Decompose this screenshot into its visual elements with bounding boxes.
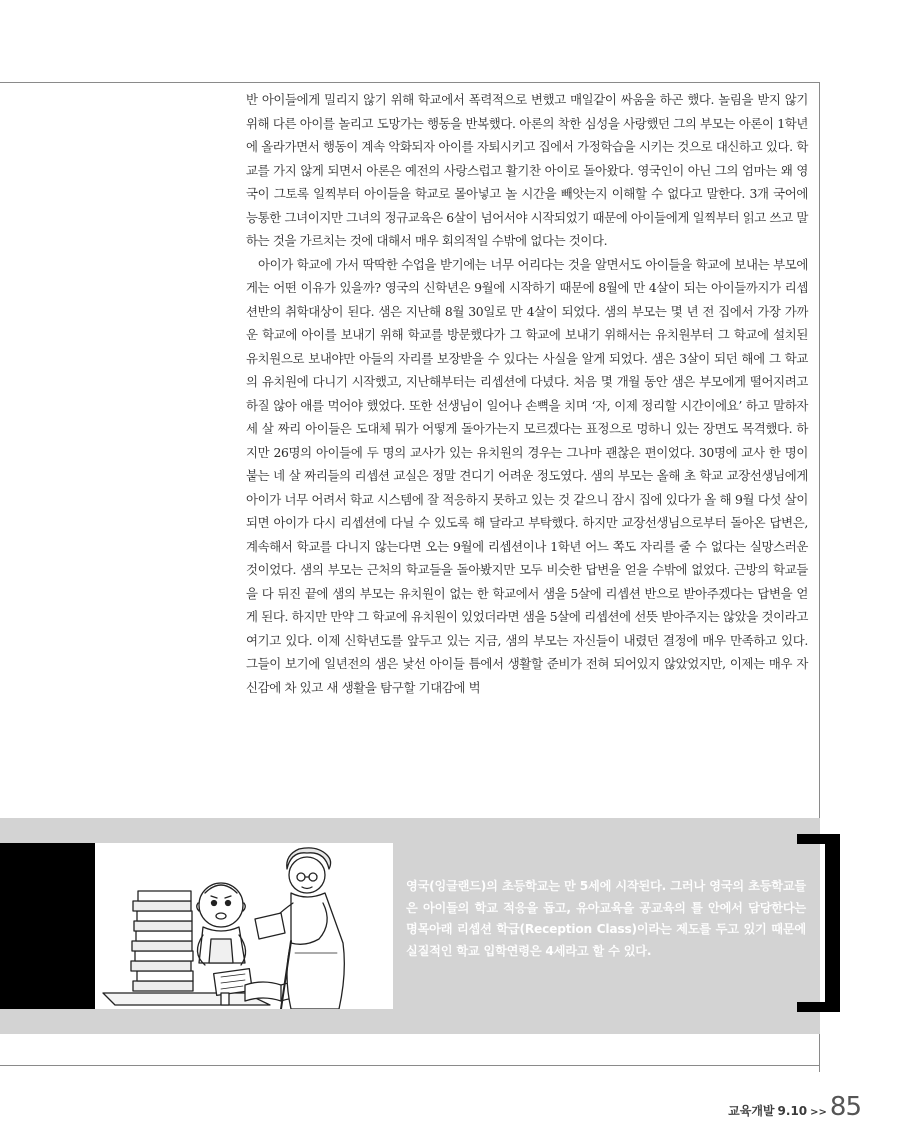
footer-magazine-name: 교육개발 (728, 1104, 775, 1118)
footer-arrows: >> (810, 1107, 827, 1118)
sidebar-black-block (0, 843, 95, 1009)
closing-bracket-icon (797, 834, 840, 1012)
frame-top-rule (0, 82, 820, 83)
teacher-and-child-with-books-illustration (95, 843, 393, 1009)
frame-bottom-rule (0, 1065, 820, 1066)
sidebar-note-text: 영국(잉글랜드)의 초등학교는 만 5세에 시작된다. 그러나 영국의 초등학교들은 아이들의 학교 적응을 돕고, 유아교육을 공교육의 틀 안에서 담당한다는 명목아래 리셉션 학급(Reception Class)이라는 제도를 두고 있기 때문에 실질적인 학교 입학연령은 4세라고 할 수 있다. (406, 879, 806, 958)
page-footer (728, 1092, 861, 1122)
illustration-drawing (95, 843, 393, 1009)
footer-issue: 9.10 (777, 1104, 808, 1118)
body-paragraph-1: 반 아이들에게 밀리지 않기 위해 학교에서 폭력적으로 변했고 매일같이 싸움을 하곤 했다. 놀림을 받지 않기 위해 다른 아이를 놀리고 도망가는 행동을 반복했다. 아론의 착한 심성을 사랑했던 그의 부모는 아론이 1학년에 올라가면서 행동이 계속 악화되자 아이를 자퇴시키고 집에서 가정학습을 시키는 것으로 대신하고 있다. 학교를 가지 않게 되면서 아론은 예전의 사랑스럽고 활기찬 아이로 돌아왔다. 영국인이 아닌 그의 엄마는 왜 영국이 그토록 일찍부터 아이들을 학교로 몰아넣고 놀 시간을 빼앗는지 이해할 수 없다고 말한다. 3개 국어에 능통한 그녀이지만 그녀의 정규교육은 6살이 넘어서야 시작되었기 때문에 아이들에게 일찍부터 읽고 쓰고 말하는 것을 가르치는 것에 대해서 매우 회의적일 수밖에 없다는 것이다. (246, 92, 808, 248)
article-body (246, 88, 808, 699)
body-paragraph-2: 아이가 학교에 가서 딱딱한 수업을 받기에는 너무 어리다는 것을 알면서도 아이들을 학교에 보내는 부모에게는 어떤 이유가 있을까? 영국의 신학년은 9월에 시작하기 때문에 8월에 만 4살이 되는 아이들까지가 리셉션반의 취학대상이 된다. 샘은 지난해 8월 30일로 만 4살이 되었다. 샘의 부모는 몇 년 전 집에서 가장 가까운 학교에 아이를 보내기 위해 학교를 방문했다가 그 학교에 보내기 위해서는 유치원부터 그 학교에 설치된 유치원으로 보내야만 아들의 자리를 보장받을 수 있다는 사실을 알게 되었다. 샘은 3살이 되던 해에 그 학교의 유치원에 다니기 시작했고, 지난해부터는 리셉션에 다녔다. 처음 몇 개월 동안 샘은 부모에게 떨어지려고 하질 않아 애를 먹어야 했었다. 또한 선생님이 일어나 손뼉을 치며 ‘자, 이제 정리할 시간이에요’ 하고 말하자 세 살 짜리 아이들은 도대체 뭐가 어떻게 돌아가는지 모르겠다는 표정으로 멍하니 있는 장면도 목격했다. 하지만 26명의 아이들에 두 명의 교사가 있는 유치원의 경우는 그나마 괜찮은 편이었다. 30명에 교사 한 명이 붙는 네 살 짜리들의 리셉션 교실은 정말 견디기 어려운 정도였다. 샘의 부모는 올해 초 학교 교장선생님에게 아이가 너무 어려서 학교 시스템에 잘 적응하지 못하고 있는 것 같으니 잠시 집에 있다가 올 해 9월 다섯 살이 되면 아이가 다시 리셉션에 다닐 수 있도록 해 달라고 부탁했다. 하지만 교장선생님으로부터 돌아온 답변은, 계속해서 학교를 다니지 않는다면 오는 9월에 리셉션이나 1학년 어느 쪽도 자리를 줄 수 없다는 실망스러운 것이었다. 샘의 부모는 근처의 학교들을 돌아봤지만 모두 비슷한 답변을 얻을 수밖에 없었다. 근방의 학교들을 다 뒤진 끝에 샘의 부모는 유치원이 없는 한 학교에서 샘을 5살에 리셉션 반으로 받아주겠다는 답변을 얻게 된다. 하지만 만약 그 학교에 유치원이 있었더라면 샘을 5살에 리셉션에 선뜻 받아주지는 않았을 것이라고 여기고 있다. 이제 신학년도를 앞두고 있는 지금, 샘의 부모는 자신들이 내렸던 결정에 매우 만족하고 있다. 그들이 보기에 일년전의 샘은 낯선 아이들 틈에서 생활할 준비가 전혀 되어있지 않았었지만, 이제는 매우 자신감에 차 있고 새 생활을 탐구할 기대감에 벅 (246, 256, 808, 695)
page-number: 85 (829, 1092, 861, 1122)
